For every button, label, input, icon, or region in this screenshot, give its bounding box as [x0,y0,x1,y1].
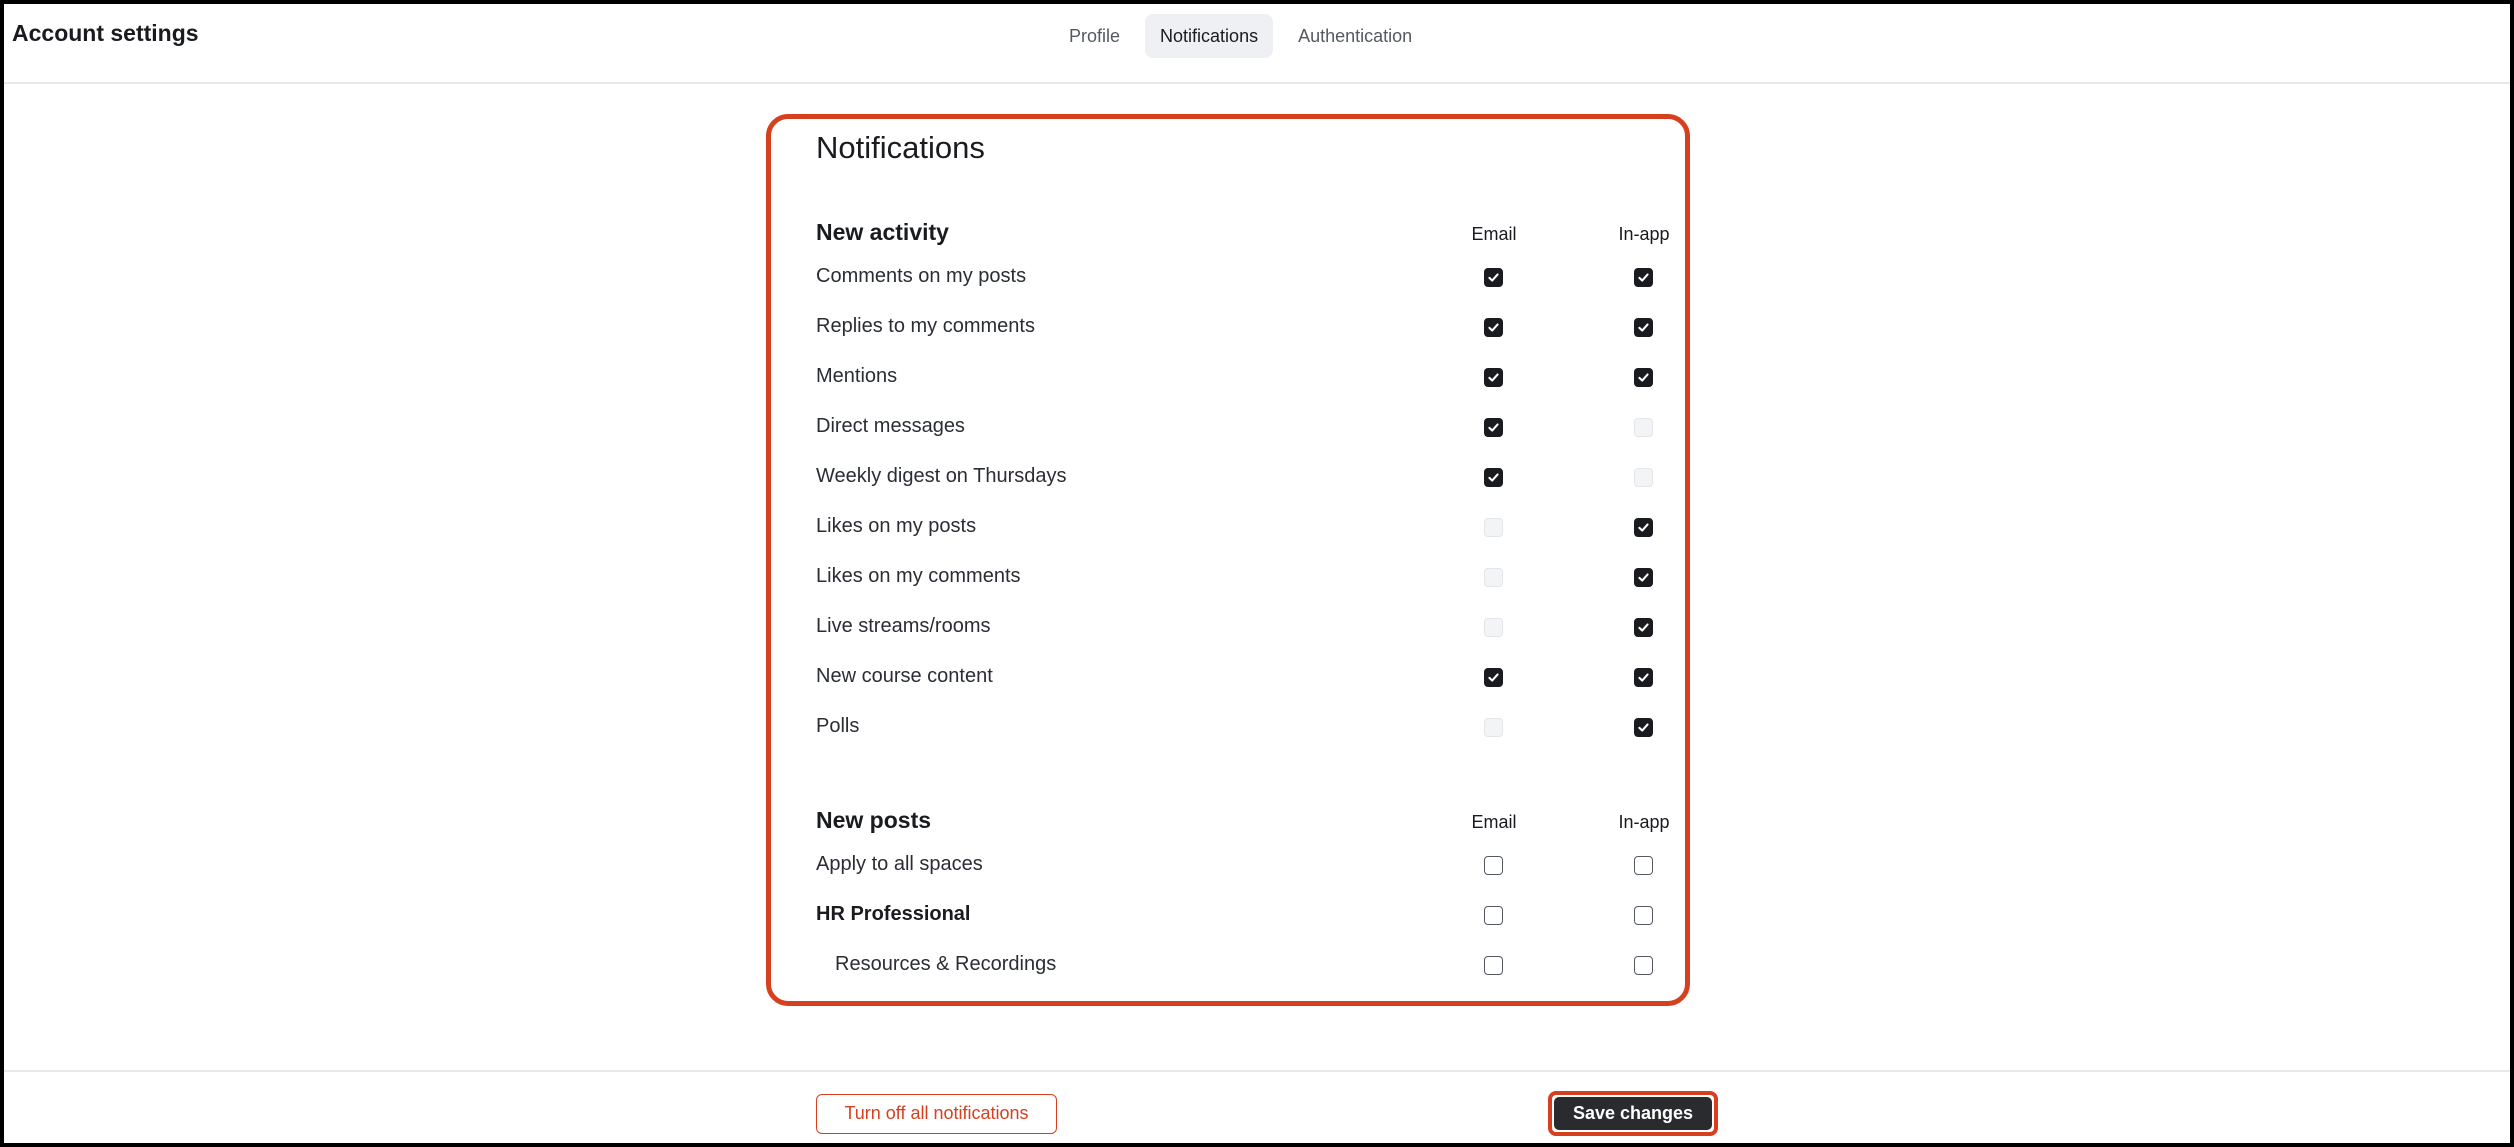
row-label: Likes on my posts [816,515,977,537]
in-app-checkbox[interactable] [1634,268,1653,287]
check-icon [1637,571,1650,584]
notification-row-resources-and-recordings [771,945,1685,985]
check-icon [1637,621,1650,634]
tab-bar [1054,14,1427,58]
check-icon [1487,371,1500,384]
row-label: Direct messages [816,415,965,437]
email-checkbox[interactable] [1484,318,1503,337]
check-icon [1487,421,1500,434]
row-label: HR Professional [816,903,971,925]
notification-row-new-course-content [771,657,1685,697]
in-app-checkbox[interactable] [1634,318,1653,337]
section-heading-new-posts: New posts [816,807,932,833]
row-label: New course content [816,665,993,687]
notification-row-polls [771,707,1685,747]
column-header-email: Email [1471,812,1517,832]
check-icon [1487,671,1500,684]
email-checkbox[interactable] [1484,368,1503,387]
notification-row-likes-on-my-comments [771,557,1685,597]
email-checkbox[interactable] [1484,268,1503,287]
panel-title: Notifications [816,130,985,165]
check-icon [1637,671,1650,684]
check-icon [1637,271,1650,284]
row-label: Apply to all spaces [816,853,983,875]
page-title: Account settings [12,20,199,46]
email-checkbox[interactable] [1484,856,1503,875]
notifications-panel [766,114,1690,1006]
in-app-checkbox[interactable] [1634,906,1653,925]
check-icon [1637,721,1650,734]
column-header-email: Email [1471,224,1517,244]
email-checkbox [1484,568,1503,587]
header [4,4,2510,84]
in-app-checkbox[interactable] [1634,568,1653,587]
email-checkbox [1484,618,1503,637]
check-icon [1637,371,1650,384]
tab-authentication[interactable]: Authentication [1298,26,1413,46]
column-header-in-app: In-app [1618,812,1670,832]
check-icon [1637,521,1650,534]
check-icon [1487,471,1500,484]
notification-row-weekly-digest-on-thursdays [771,457,1685,497]
in-app-checkbox [1634,468,1653,487]
in-app-checkbox[interactable] [1634,618,1653,637]
email-checkbox[interactable] [1484,468,1503,487]
section-heading-new-activity: New activity [816,219,949,245]
save-changes-button[interactable]: Save changes [1554,1097,1712,1130]
footer [4,1070,2510,1147]
tab-notifications[interactable]: Notifications [1145,14,1273,58]
row-label: Polls [816,715,860,737]
tab-profile[interactable]: Profile [1069,26,1121,46]
check-icon [1487,321,1500,334]
row-label: Live streams/rooms [816,615,991,637]
in-app-checkbox[interactable] [1634,518,1653,537]
notification-row-live-streams-rooms [771,607,1685,647]
row-label: Resources & Recordings [835,953,1057,975]
in-app-checkbox[interactable] [1634,856,1653,875]
in-app-checkbox [1634,418,1653,437]
email-checkbox[interactable] [1484,668,1503,687]
check-icon [1487,271,1500,284]
notification-row-comments-on-my-posts [771,257,1685,297]
notification-row-replies-to-my-comments [771,307,1685,347]
check-icon [1637,321,1650,334]
row-label: Replies to my comments [816,315,1035,337]
in-app-checkbox[interactable] [1634,368,1653,387]
email-checkbox [1484,518,1503,537]
notification-row-direct-messages [771,407,1685,447]
row-label: Weekly digest on Thursdays [816,465,1067,487]
in-app-checkbox[interactable] [1634,956,1653,975]
notification-row-mentions [771,357,1685,397]
email-checkbox[interactable] [1484,418,1503,437]
notification-row-likes-on-my-posts [771,507,1685,547]
turn-off-all-notifications-button[interactable]: Turn off all notifications [816,1094,1057,1134]
in-app-checkbox[interactable] [1634,668,1653,687]
in-app-checkbox[interactable] [1634,718,1653,737]
email-checkbox[interactable] [1484,906,1503,925]
notification-row-hr-professional [771,895,1685,935]
email-checkbox [1484,718,1503,737]
notification-row-apply-to-all-spaces [771,845,1685,885]
row-label: Mentions [816,365,898,387]
row-label: Likes on my comments [816,565,1021,587]
column-header-in-app: In-app [1618,224,1670,244]
row-label: Comments on my posts [816,265,1027,287]
email-checkbox[interactable] [1484,956,1503,975]
